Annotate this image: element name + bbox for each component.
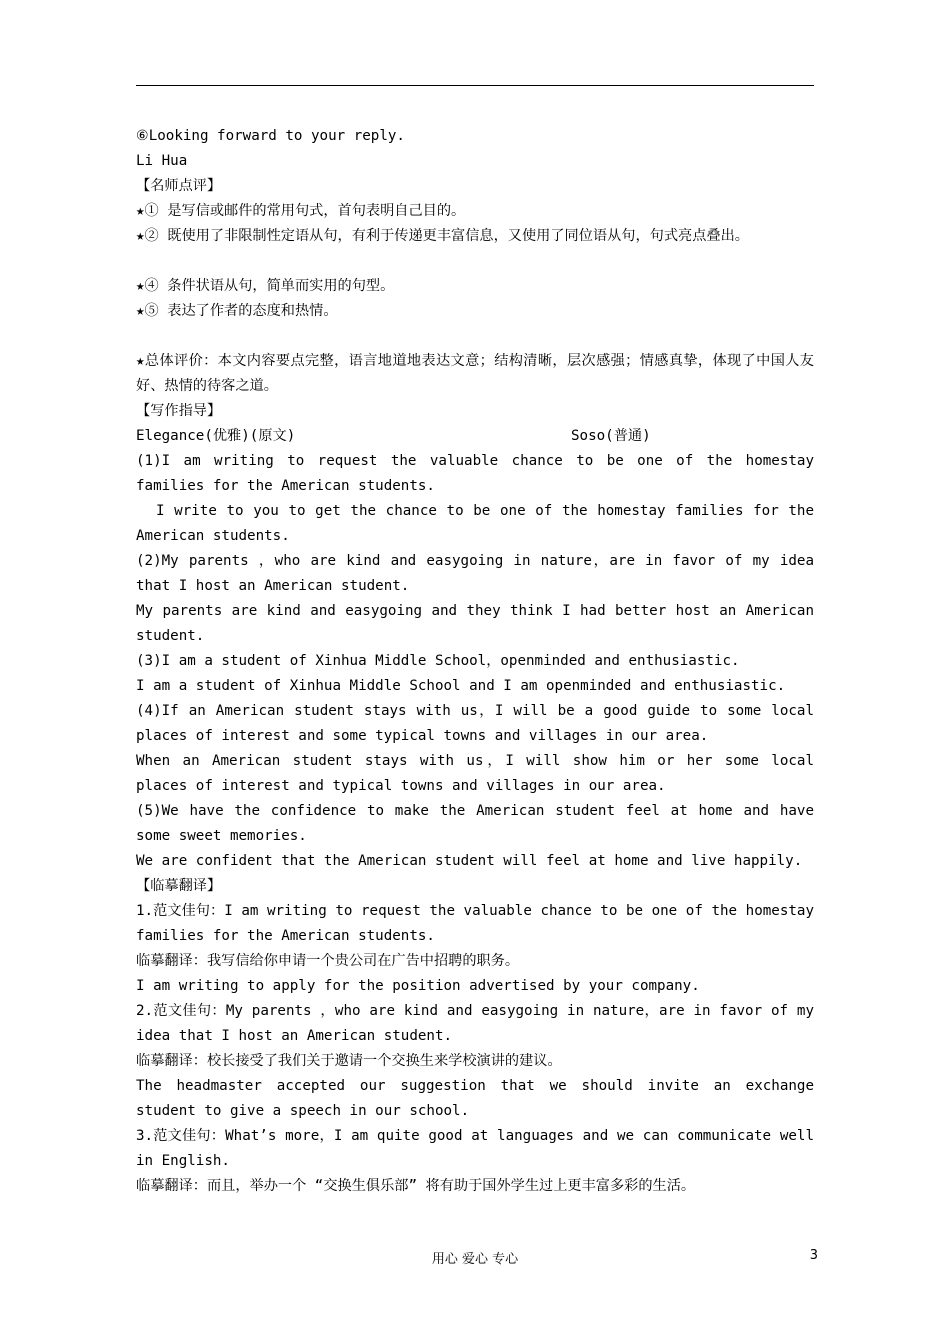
text-line: 临摹翻译：校长接受了我们关于邀请一个交换生来学校演讲的建议。 bbox=[136, 1053, 562, 1069]
text-line: ★⑤ 表达了作者的态度和热情。 bbox=[136, 303, 338, 319]
section-heading: 【写作指导】 bbox=[136, 403, 222, 419]
text-line: 2.范文佳句：My parents ，who are kind and easygoing in nature，are in favor of my idea that I host an American student. bbox=[136, 1003, 814, 1044]
text-line: I am writing to apply for the position advertised by your company. bbox=[136, 978, 700, 994]
text-line: (1)I am writing to request the valuable chance to be one of the homestay families for the American students. bbox=[136, 453, 814, 494]
text-line: Li Hua bbox=[136, 153, 188, 169]
column-headers bbox=[136, 424, 814, 449]
text-line: We are confident that the American student will feel at home and live happily. bbox=[136, 853, 803, 869]
text-line: (3)I am a student of Xinhua Middle School，openminded and enthusiastic. bbox=[136, 653, 740, 669]
column-header-elegance: Elegance(优雅)(原文) bbox=[136, 428, 296, 444]
text-line: ★① 是写信或邮件的常用句式，首句表明自己目的。 bbox=[136, 203, 466, 219]
text-line: ★② 既使用了非限制性定语从句，有利于传递更丰富信息，又使用了同位语从句，句式亮点叠出。 bbox=[136, 228, 749, 244]
text-line: 1.范文佳句：I am writing to request the valuable chance to be one of the homestay families for the American students. bbox=[136, 903, 814, 944]
text-line: The headmaster accepted our suggestion that we should invite an exchange student to give a speech in our school. bbox=[136, 1078, 814, 1119]
page-number: 3 bbox=[809, 1248, 818, 1263]
text-line: ★④ 条件状语从句，简单而实用的句型。 bbox=[136, 278, 395, 294]
text-line: (4)If an American student stays with us，I will be a good guide to some local places of interest and some typical towns and villages in our area. bbox=[136, 703, 814, 744]
document-body bbox=[136, 124, 814, 1199]
footer-text: 用心 爱心 专心 bbox=[431, 1252, 519, 1267]
blank-line bbox=[136, 324, 814, 349]
text-line: ★总体评价：本文内容要点完整，语言地道地表达文意；结构清晰，层次感强；情感真挚，体现了中国人友好、热情的待客之道。 bbox=[136, 353, 814, 394]
header-rule bbox=[136, 85, 814, 86]
blank-line bbox=[136, 249, 814, 274]
text-line: ⑥Looking forward to your reply. bbox=[136, 128, 405, 144]
text-line: 3.范文佳句：What’s more，I am quite good at languages and we can communicate well in English. bbox=[136, 1128, 814, 1169]
text-line: My parents are kind and easygoing and they think I had better host an American student. bbox=[136, 603, 814, 644]
text-line: 临摹翻译：而且，举办一个 “交换生俱乐部” 将有助于国外学生过上更丰富多彩的生活。 bbox=[136, 1178, 696, 1194]
text-line: (2)My parents ，who are kind and easygoing in nature，are in favor of my idea that I host an American student. bbox=[136, 553, 814, 594]
text-line: When an American student stays with us，I will show him or her some local places of interest and typical towns and villages in our area. bbox=[136, 753, 814, 794]
section-heading: 【名师点评】 bbox=[136, 178, 222, 194]
section-heading: 【临摹翻译】 bbox=[136, 878, 222, 894]
text-line: I write to you to get the chance to be one of the homestay families for the American students. bbox=[136, 503, 814, 544]
text-line: (5)We have the confidence to make the American student feel at home and have some sweet memories. bbox=[136, 803, 814, 844]
column-header-soso: Soso(普通) bbox=[571, 428, 651, 444]
text-line: 临摹翻译：我写信给你申请一个贵公司在广告中招聘的职务。 bbox=[136, 953, 520, 969]
text-line: I am a student of Xinhua Middle School and I am openminded and enthusiastic. bbox=[136, 678, 786, 694]
